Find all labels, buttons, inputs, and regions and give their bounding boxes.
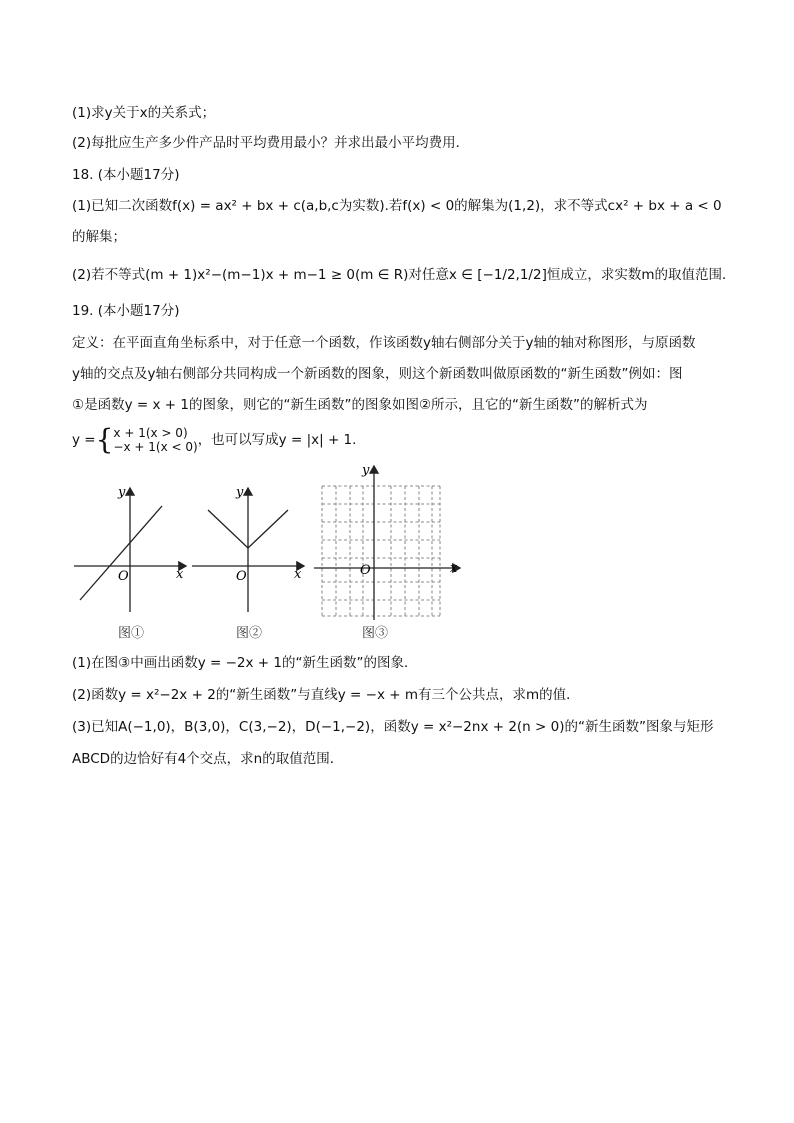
fig3-grid bbox=[322, 486, 440, 616]
fig2-y-label: y bbox=[236, 485, 244, 500]
figure-1 bbox=[70, 480, 190, 615]
q18-part2: (2)若不等式(m + 1)x²−(m−1)x + m−1 ≥ 0(m ∈ R)对任意x ∈ [−1/2,1/2]恒成立，求实数m的取值范围． bbox=[72, 267, 736, 283]
q19-part3-line2: ABCD的边恰好有4个交点，求n的取值范围． bbox=[72, 751, 344, 767]
q19-part1: (1)在图③中画出函数y = −2x + 1的“新生函数”的图象． bbox=[72, 655, 418, 671]
fig2-x-label: x bbox=[294, 567, 302, 582]
fig1-origin-label: O bbox=[118, 569, 129, 584]
q19-part3-line1: (3)已知A(−1,0)，B(3,0)，C(3,−2)，D(−1,−2)，函数y = x²−2nx + 2(n > 0)的“新生函数”图象与矩形 bbox=[72, 719, 714, 735]
piecewise-tail: ，也可以写成y = |x| + 1. bbox=[197, 432, 357, 448]
q19-definition-line3: ①是函数y = x + 1的图象，则它的“新生函数”的图象如图②所示，且它的“新生函数”的解析式为 bbox=[72, 397, 648, 413]
q19-part2: (2)函数y = x²−2x + 2的“新生函数”与直线y = −x + m有三个公共点，求m的值． bbox=[72, 687, 580, 703]
piecewise-case-bottom: −x + 1(x < 0) bbox=[113, 440, 198, 454]
q18-part1-line2: 的解集； bbox=[72, 229, 126, 245]
fig3-caption: 图③ bbox=[362, 626, 389, 641]
fig3-y-label: y bbox=[362, 463, 370, 478]
piecewise-y: y = bbox=[72, 432, 96, 448]
fig2-caption: 图② bbox=[236, 626, 263, 641]
fig3-origin-label: O bbox=[360, 563, 371, 578]
q18-part1-line1: (1)已知二次函数f(x) = ax² + bx + c(a,b,c为实数).若f(x) < 0的解集为(1,2)，求不等式cx² + bx + a < 0 bbox=[72, 198, 722, 214]
piecewise-function bbox=[72, 424, 356, 456]
brace-symbol: { bbox=[95, 423, 114, 456]
fig1-line-y-eq-x-plus-1 bbox=[80, 506, 162, 600]
fig3-x-label: x bbox=[450, 561, 458, 576]
fig1-x-label: x bbox=[176, 567, 184, 582]
figure-3 bbox=[310, 462, 466, 622]
fig1-y-label: y bbox=[118, 485, 126, 500]
q17-part1: (1)求y关于x的关系式； bbox=[72, 105, 216, 121]
q19-definition-line1: 定义：在平面直角坐标系中，对于任意一个函数，作该函数y轴右侧部分关于y轴的轴对称图形，与原函数 bbox=[72, 335, 696, 351]
fig1-caption: 图① bbox=[118, 626, 145, 641]
q19-header: 19. (本小题17分) bbox=[72, 303, 180, 319]
figure-2 bbox=[188, 480, 308, 615]
q19-definition-line2: y轴的交点及y轴右侧部分共同构成一个新函数的图象，则这个新函数叫做原函数的“新生函数”例如：图 bbox=[72, 366, 683, 382]
fig2-origin-label: O bbox=[236, 569, 247, 584]
q18-header: 18. (本小题17分) bbox=[72, 167, 180, 183]
q17-part2: (2)每批应生产多少件产品时平均费用最小？并求出最小平均费用． bbox=[72, 135, 470, 151]
piecewise-cases bbox=[113, 426, 197, 454]
piecewise-case-top: x + 1(x > 0) bbox=[113, 426, 188, 440]
